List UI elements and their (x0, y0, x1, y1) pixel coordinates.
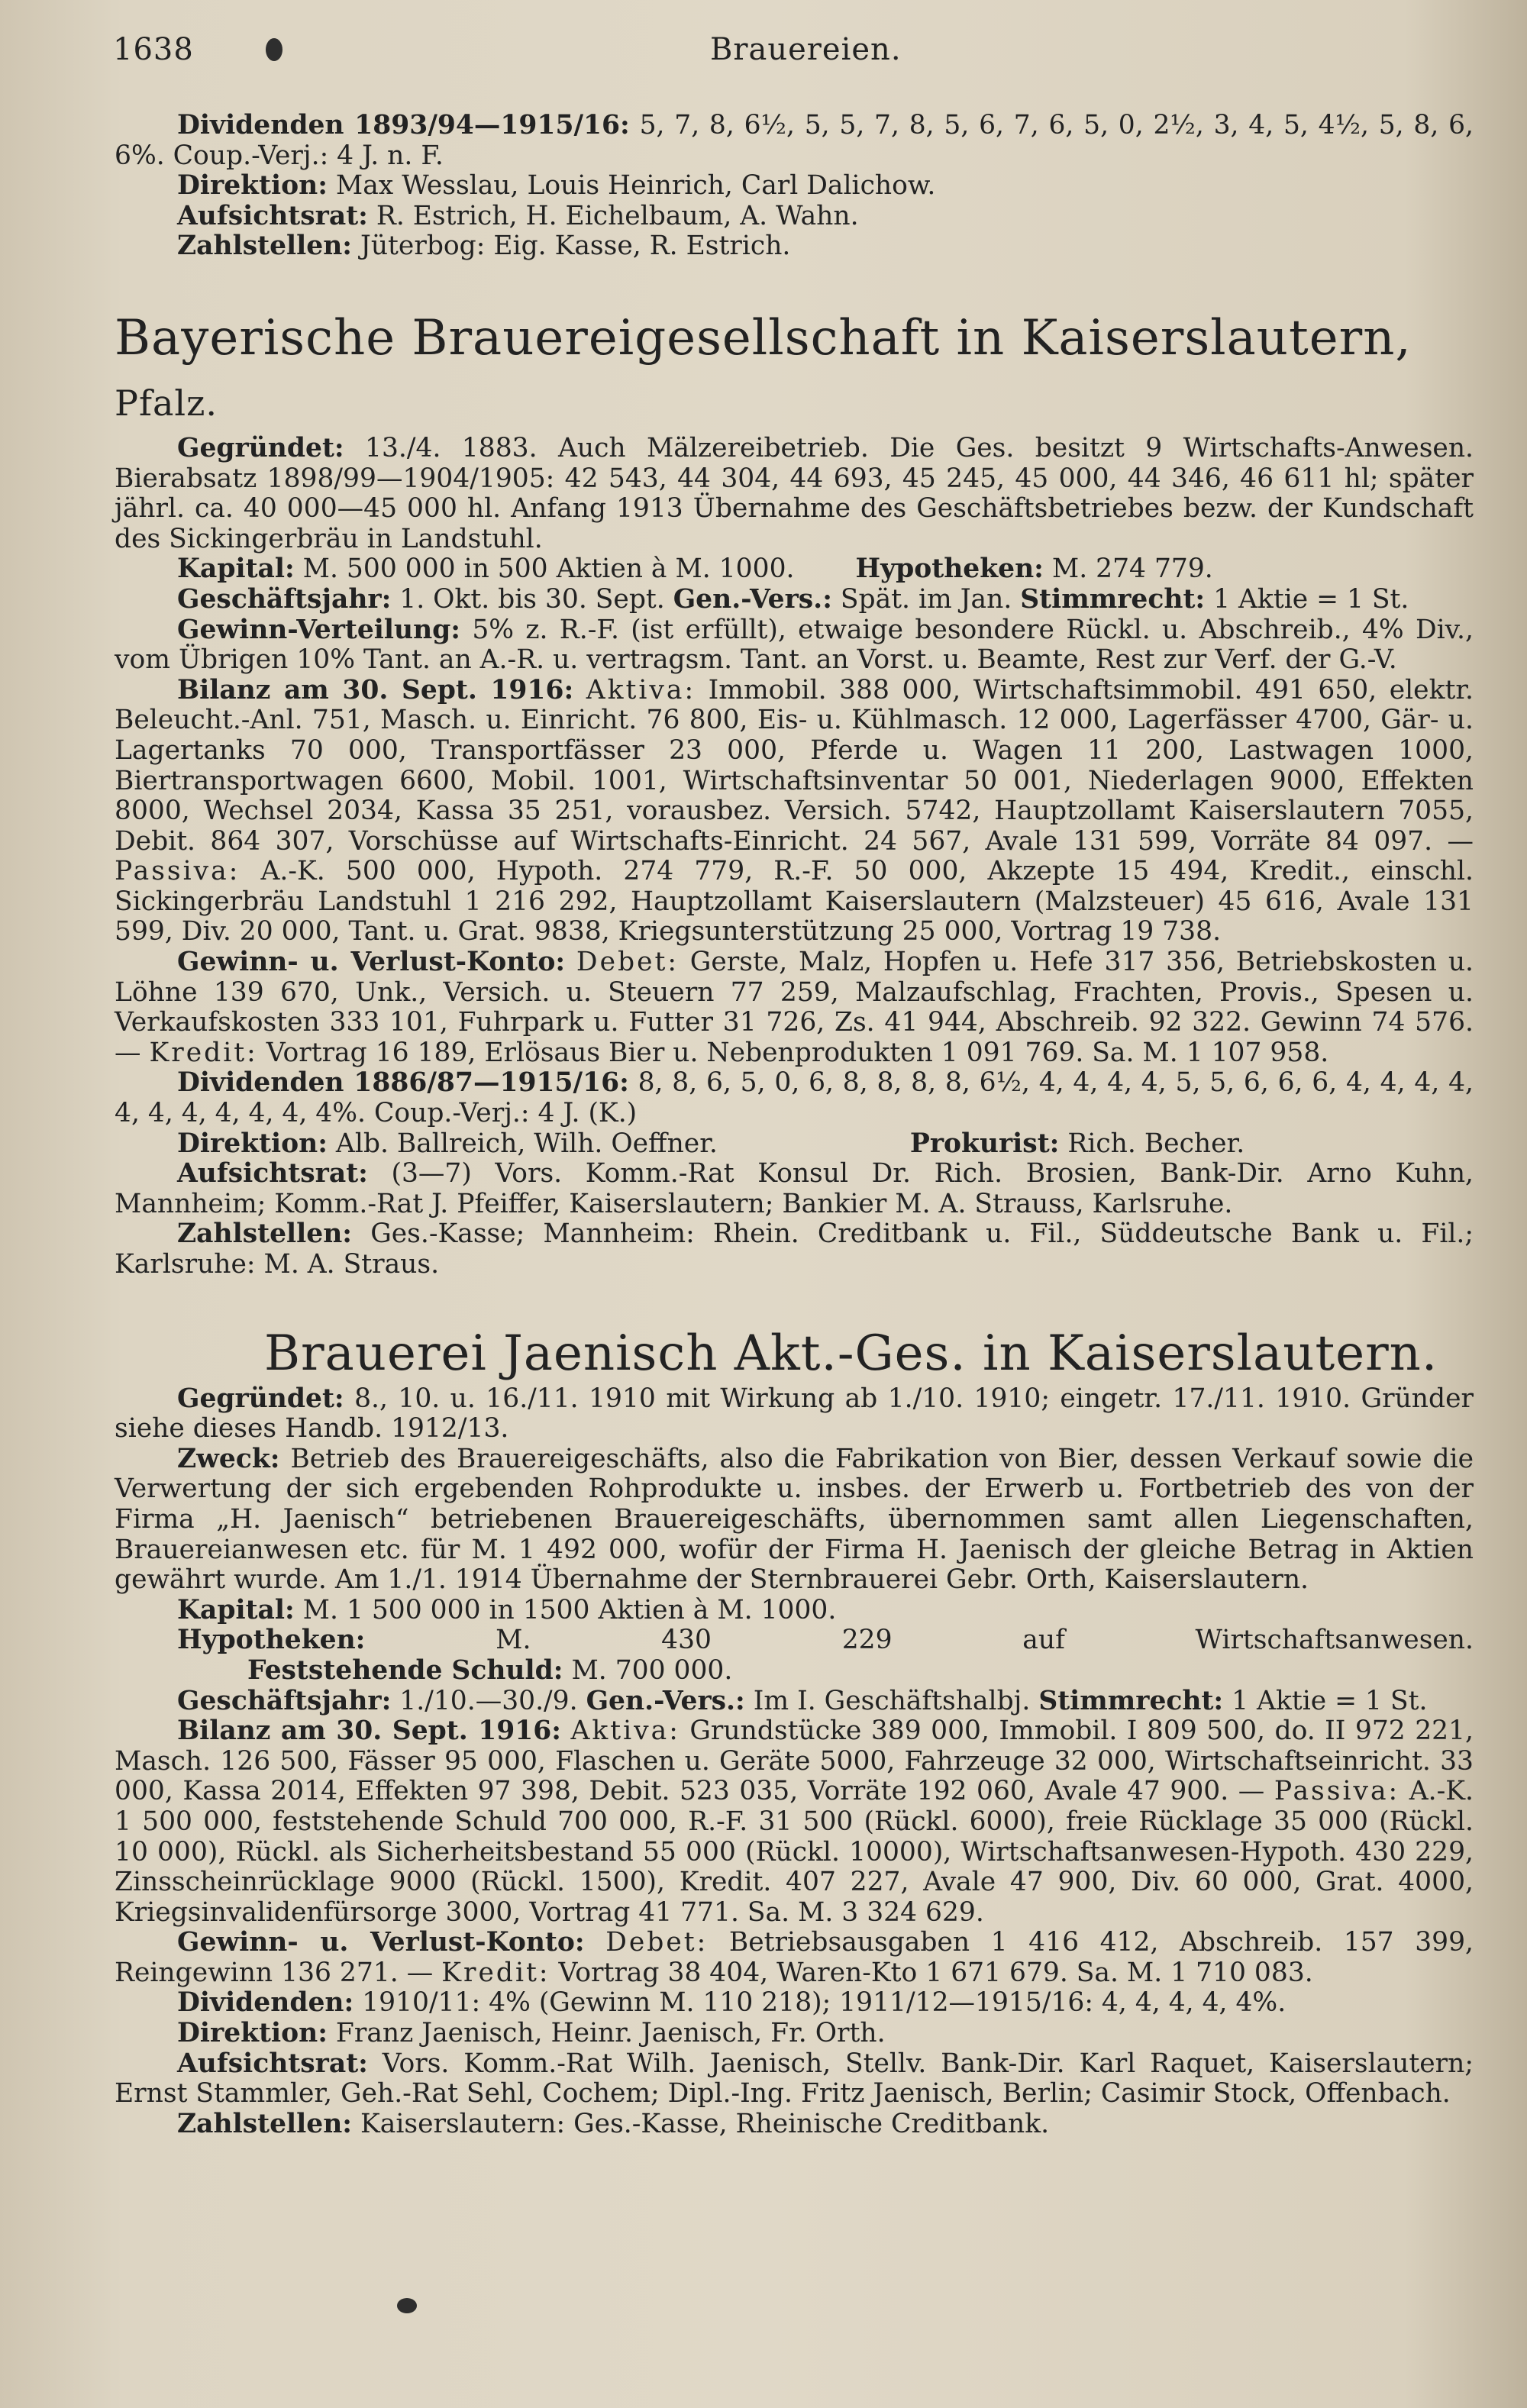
entry-paragraph: Aufsichtsrat: Vors. Komm.-Rat Wilh. Jaenisch, Stellv. Bank-Dir. Karl Raquet, Kaiserslautern; Ernst Stammler, Geh.-Rat Sehl, Cochem; Dipl.-Ing. Fritz Jaenisch, Berlin; Casimir Stock, Offenbach. (115, 2048, 1474, 2109)
previous-entry-continuation (115, 111, 1474, 262)
ink-blot (397, 2298, 417, 2313)
entry-paragraph: Zahlstellen: Ges.-Kasse; Mannheim: Rhein. Creditbank u. Fil., Süddeutsche Bank u. Fil.; Karlsruhe: M. A. Straus. (115, 1219, 1474, 1280)
entry-paragraph: Gewinn- u. Verlust-Konto: Debet: Betriebsausgaben 1 416 412, Abschreib. 157 399, Reingewinn 136 271. — Kredit: Vortrag 38 404, Waren-Kto 1 671 679. Sa. M. 1 710 083. (115, 1927, 1474, 1988)
ink-blot (266, 38, 282, 61)
entry-paragraph: Aufsichtsrat: R. Estrich, H. Eichelbaum, A. Wahn. (177, 200, 859, 231)
company-heading: Bayerische Brauereigesellschaft in Kaiserslautern, Pfalz. (115, 309, 1412, 424)
entry-paragraph: Bilanz am 30. Sept. 1916: Aktiva: Immobil. 388 000, Wirtschaftsimmobil. 491 650, elektr. Beleucht.-Anl. 751, Masch. u. Einricht. 76 800, Eis- u. Kühlmasch. 12 000, Lagerfässer 4700, Gär- u. Lagertanks 70 000, Transportfässer 23 000, Pferde u. Wagen 11 200, Lastwagen 1000, Biertransportwagen 6600, Mobil. 1001, Wirtschaftsinventar 50 001, Niederlagen 9000, Effekten 8000, Wechsel 2034, Kassa 35 251, vorausbez. Versich. 5742, Hauptzollamt Kaiserslautern 7055, Debit. 864 307, Vorschüsse auf Wirtschafts-Einricht. 24 567, Avale 131 599, Vorräte 84 097. — Passiva: A.-K. 500 000, Hypoth. 274 779, R.-F. 50 000, Akzepte 15 494, Kredit., einschl. Sickingerbräu Landstuhl 1 216 292, Hauptzollamt Kaiserslautern (Malzsteuer) 45 616, Avale 131 599, Div. 20 000, Tant. u. Grat. 9838, Kriegsunterstützung 25 000, Vortrag 19 738. (115, 674, 1474, 947)
entry-paragraph: Dividenden 1886/87—1915/16: 8, 8, 6, 5, 0, 6, 8, 8, 8, 8, 6½, 4, 4, 4, 4, 5, 5, 6, 6, 6, 4, 4, 4, 4, 4, 4, 4, 4, 4, 4, 4%. Coup.-Verj.: 4 J. (K.) (115, 1067, 1474, 1129)
entry-paragraph: Geschäftsjahr: 1. Okt. bis 30. Sept. Gen.-Vers.: Spät. im Jan. Stimmrecht: 1 Aktie = 1 St. (177, 583, 1409, 615)
entry-brauerei-jaenisch (115, 1323, 1474, 2140)
entry-paragraph: Bilanz am 30. Sept. 1916: Aktiva: Grundstücke 389 000, Immobil. I 809 500, do. II 972 221, Masch. 126 500, Fässer 95 000, Flaschen u. Geräte 5000, Fahrzeuge 32 000, Wirtschaftseinricht. 33 000, Kassa 2014, Effekten 97 398, Debit. 523 035, Vorräte 192 060, Avale 47 900. — Passiva: A.-K. 1 500 000, feststehende Schuld 700 000, R.-F. 31 500 (Rückl. 6000), freie Rücklage 35 000 (Rückl. 10 000), Rückl. als Sicherheitsbestand 55 000 (Rückl. 10000), Wirtschaftsanwesen-Hypoth. 430 229, Zinsscheinrücklage 9000 (Rückl. 1500), Kredit. 407 227, Avale 47 900, Div. 60 000, Grat. 4000, Kriegsinvalidenfürsorge 3000, Vortrag 41 771. Sa. M. 3 324 629. (115, 1716, 1474, 1928)
entry-paragraph: Aufsichtsrat: (3—7) Vors. Komm.-Rat Konsul Dr. Rich. Brosien, Bank-Dir. Arno Kuhn, Mannheim; Komm.-Rat J. Pfeiffer, Kaiserslautern; Bankier M. A. Strauss, Karlsruhe. (115, 1158, 1474, 1219)
entry-paragraph: Direktion: Max Wesslau, Louis Heinrich, Carl Dalichow. (177, 170, 936, 202)
entry-paragraph: Direktion: Alb. Ballreich, Wilh. Oeffner. Prokurist: Rich. Becher. (177, 1128, 1245, 1159)
spacer (115, 262, 1474, 308)
company-heading: Brauerei Jaenisch Akt.-Ges. in Kaiserslautern. (264, 1325, 1438, 1382)
entry-paragraph: Geschäftsjahr: 1./10.—30./9. Gen.-Vers.: Im I. Geschäftshalbj. Stimmrecht: 1 Aktie = 1 St. (177, 1685, 1428, 1716)
entry-paragraph: Direktion: Franz Jaenisch, Heinr. Jaenisch, Fr. Orth. (177, 2018, 886, 2049)
spacer (115, 1280, 1474, 1323)
page-number: 1638 (113, 32, 194, 67)
entry-paragraph: Zahlstellen: Jüterbog: Eig. Kasse, R. Estrich. (177, 231, 791, 262)
entry-paragraph: Zahlstellen: Kaiserslautern: Ges.-Kasse, Rheinische Creditbank. (177, 2108, 1050, 2139)
entry-paragraph: Dividenden 1893/94—1915/16: 5, 7, 8, 6½, 5, 5, 7, 8, 5, 6, 7, 6, 5, 0, 2½, 3, 4, 5, 4½, 5, 8, 6, 6%. Coup.-Verj.: 4 J. n. F. (115, 110, 1474, 171)
entry-bayerische-brauereigesellschaft (115, 308, 1474, 1280)
entry-paragraph: Hypotheken: M. 430 229 auf Wirtschaftsanwesen.Feststehende Schuld: M. 700 000. (177, 1625, 1474, 1686)
entry-paragraph: Zweck: Betrieb des Brauereigeschäfts, also die Fabrikation von Bier, dessen Verkauf sowie die Verwertung der sich ergebenden Rohprodukte u. insbes. der Erwerb u. Fortbetrieb des von der Firma „H. Jaenisch“ betriebenen Brauereigeschäfts, übernommen samt allen Liegenschaften, Brauereianwesen etc. für M. 1 492 000, wofür der Firma H. Jaenisch der gleiche Betrag in Aktien gewährt wurde. Am 1./1. 1914 Übernahme der Sternbrauerei Gebr. Orth, Kaiserslautern. (115, 1443, 1474, 1596)
text-column (115, 111, 1474, 2139)
entry-paragraph: Gegründet: 8., 10. u. 16./11. 1910 mit Wirkung ab 1./10. 1910; eingetr. 17./11. 1910. Gründer siehe dieses Handb. 1912/13. (115, 1383, 1474, 1444)
entry-paragraph: Gegründet: 13./4. 1883. Auch Mälzereibetrieb. Die Ges. besitzt 9 Wirtschafts-Anwesen. Bierabsatz 1898/99—1904/1905: 42 543, 44 304, 44 693, 45 245, 45 000, 44 346, 46 611 hl; später jährl. ca. 40 000—45 000 hl. Anfang 1913 Übernahme des Geschäftsbetriebes bezw. der Kundschaft des Sickingerbräu in Landstuhl. (115, 432, 1474, 554)
entry-paragraph: Kapital: M. 1 500 000 in 1500 Aktien à M. 1000. (177, 1594, 837, 1625)
entry-paragraph: Gewinn- u. Verlust-Konto: Debet: Gerste, Malz, Hopfen u. Hefe 317 356, Betriebskosten u. Löhne 139 670, Unk., Versich. u. Steuern 77 259, Malzaufschlag, Frachten, Provis., Spesen u. Verkaufskosten 333 101, Fuhrpark u. Futter 31 726, Zs. 41 944, Abschreib. 92 322. Gewinn 74 576. — Kredit: Vortrag 16 189, Erlösaus Bier u. Nebenprodukten 1 091 769. Sa. M. 1 107 958. (115, 947, 1474, 1068)
running-title: Brauereien. (710, 32, 902, 67)
entry-paragraph: Kapital: M. 500 000 in 500 Aktien à M. 1000. Hypotheken: M. 274 779. (177, 554, 1213, 585)
entry-paragraph: Dividenden: 1910/11: 4% (Gewinn M. 110 218); 1911/12—1915/16: 4, 4, 4, 4, 4%. (177, 1987, 1286, 2019)
entry-paragraph: Gewinn-Verteilung: 5% z. R.-F. (ist erfüllt), etwaige besondere Rückl. u. Abschreib., 4% Div., vom Übrigen 10% Tant. an A.-R. u. vertragsm. Tant. an Vorst. u. Beamte, Rest zur Verf. der G.-V. (115, 614, 1474, 676)
page-header (113, 32, 1472, 78)
